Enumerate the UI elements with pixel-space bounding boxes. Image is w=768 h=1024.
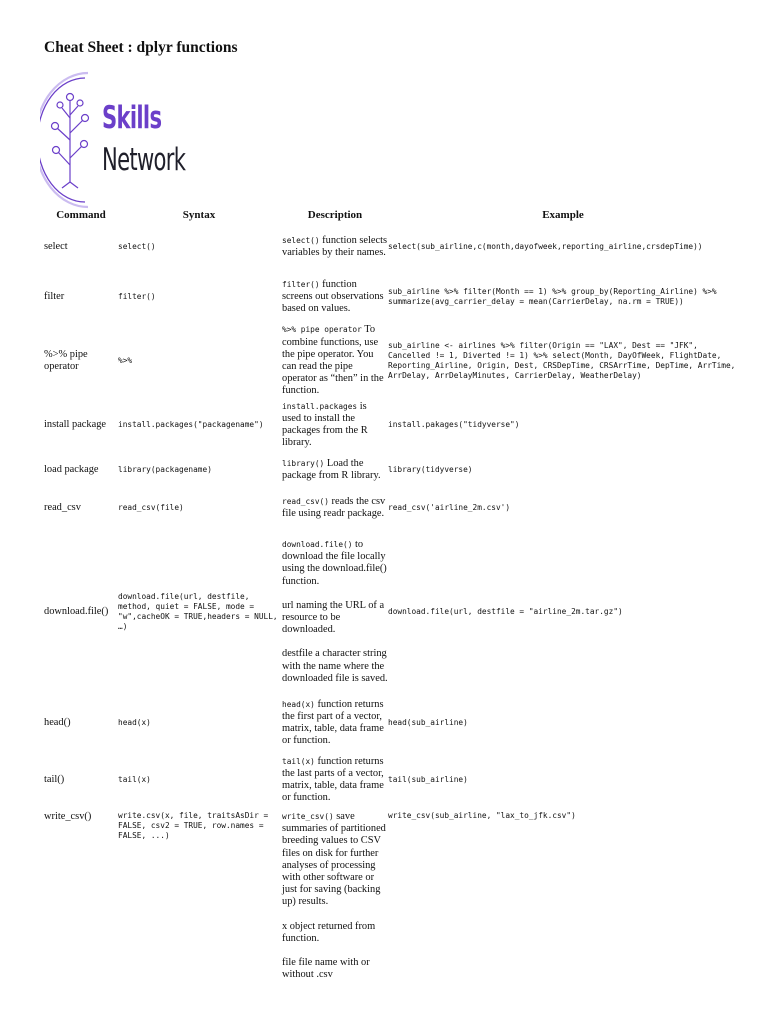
skills-network-tree-icon — [40, 70, 100, 210]
desc-code: %>% pipe operator — [282, 325, 362, 335]
desc-text: function returns the last parts of a vector, matrix, table, data frame or function. — [282, 755, 384, 804]
cell-command: install package — [44, 418, 107, 430]
header-command: Command — [56, 209, 106, 221]
cell-example: sub_airline <- airlines %>% filter(Origin == "LAX", Dest == "JFK", Cancelled != 1, Diverted != 1) %>% select(Month, DayOfWeek, FlightDate, Reporting_Airline, Origin, Dest, CRSDepTime, CRSArrTime, DepTime, ArrTime, ArrDelay, ArrDelayMinutes, CarrierDelay, WeatherDelay) — [388, 341, 736, 380]
desc-paragraph: x object returned from function. — [282, 920, 376, 944]
cell-syntax: filter() — [118, 292, 156, 301]
table-row — [44, 323, 738, 399]
desc-text: save summaries of partitioned breeding values to CSV files on disk for further analyses of processing with other software or just for saving (backing up) results. — [282, 811, 386, 908]
table-row — [44, 697, 738, 749]
cell-example: head(sub_airline) — [388, 718, 468, 727]
desc-text: to download the file locally using the download.file() function. — [282, 538, 387, 587]
cell-example: select(sub_airline,c(month,dayofweek,reporting_airline,crsdepTime)) — [388, 242, 703, 251]
desc-code: select() — [282, 235, 320, 245]
table-row — [44, 749, 738, 811]
skills-network-logo — [40, 70, 190, 210]
cell-description — [282, 399, 388, 451]
cell-example: tail(sub_airline) — [388, 775, 468, 784]
cell-description — [282, 451, 388, 489]
cell-command: load package — [44, 463, 99, 475]
cell-syntax: install.packages("packagename") — [118, 420, 264, 429]
cell-command: write_csv() — [44, 811, 92, 822]
desc-text: Load the package from R library. — [282, 457, 381, 481]
cell-syntax: tail(x) — [118, 775, 151, 784]
cell-command: filter — [44, 290, 65, 302]
desc-code: read_csv() — [282, 496, 329, 506]
cell-example: install.pakages("tidyverse") — [388, 420, 520, 429]
cell-description — [282, 489, 388, 527]
table-row — [44, 399, 738, 451]
cell-syntax: library(packagename) — [118, 465, 212, 474]
cell-example: sub_airline %>% filter(Month == 1) %>% group_by(Reporting_Airline) %>% summarize(avg_carrier_delay = mean(CarrierDelay, na.rm = TRUE)) — [388, 287, 717, 306]
logo-text-skills: Skills — [102, 100, 162, 136]
desc-text: function screens out observations based on values. — [282, 278, 384, 315]
cell-command: %>% pipe operator — [44, 348, 88, 372]
header-description: Description — [307, 209, 363, 221]
header-syntax: Syntax — [182, 209, 216, 221]
cell-syntax: select() — [118, 242, 156, 251]
header-example: Example — [542, 209, 584, 221]
cell-description — [282, 811, 388, 991]
cell-description — [282, 697, 388, 749]
desc-text: function selects variables by their names. — [282, 234, 388, 258]
cell-description — [282, 323, 388, 399]
cell-syntax: %>% — [118, 356, 133, 365]
desc-code: download.file() — [282, 539, 353, 549]
cell-example: download.file(url, destfile = "airline_2m.tar.gz") — [388, 607, 623, 616]
desc-text: is used to install the packages from the R library. — [282, 400, 368, 449]
cell-example: library(tidyverse) — [388, 465, 473, 474]
desc-paragraph: url naming the URL of a resource to be downloaded. — [282, 599, 385, 636]
cell-command: read_csv — [44, 501, 81, 513]
logo-text-network: Network — [102, 142, 186, 178]
desc-text: To combine functions, use the pipe operator. You can read the pipe operator as “then” in the function. — [282, 324, 384, 397]
cheat-sheet-table — [44, 206, 738, 991]
desc-code: filter() — [282, 279, 320, 289]
cell-command: download.file() — [44, 605, 109, 617]
table-row — [44, 271, 738, 323]
cell-syntax: head(x) — [118, 718, 151, 727]
table-row — [44, 451, 738, 489]
table-row — [44, 811, 738, 991]
cell-example: read_csv('airline_2m.csv') — [388, 503, 511, 512]
desc-text: reads the csv file using readr package. — [282, 495, 386, 519]
desc-code: library() — [282, 458, 325, 468]
cell-command: head() — [44, 716, 71, 728]
cell-syntax: read_csv(file) — [118, 503, 184, 512]
page-title: Cheat Sheet : dplyr functions — [44, 39, 238, 56]
cell-description — [282, 271, 388, 323]
cell-command: tail() — [44, 773, 65, 785]
cell-syntax: write.csv(x, file, traitsAsDir = FALSE, csv2 = TRUE, row.names = FALSE, ...) — [118, 811, 269, 840]
cell-description — [282, 527, 388, 697]
cell-syntax: download.file(url, destfile, method, quiet = FALSE, mode = "w",cacheOK = TRUE,headers = NULL, …) — [118, 592, 278, 631]
desc-paragraph: destfile a character string with the name where the downloaded file is saved. — [282, 648, 388, 684]
desc-paragraph: file file name with or without .csv — [282, 957, 370, 981]
table-header-row — [44, 206, 738, 223]
desc-code: write_csv() — [282, 812, 334, 821]
table-row — [44, 223, 738, 271]
table-row — [44, 489, 738, 527]
desc-text: function returns the first part of a vector, matrix, table, data frame or function. — [282, 698, 384, 747]
cell-description — [282, 749, 388, 811]
cell-command: select — [44, 240, 68, 252]
desc-code: install.packages — [282, 401, 358, 411]
table-row — [44, 527, 738, 697]
desc-code: tail(x) — [282, 756, 315, 766]
cell-example: write_csv(sub_airline, "lax_to_jfk.csv") — [388, 811, 576, 820]
cell-description — [282, 223, 388, 271]
desc-code: head(x) — [282, 699, 315, 709]
